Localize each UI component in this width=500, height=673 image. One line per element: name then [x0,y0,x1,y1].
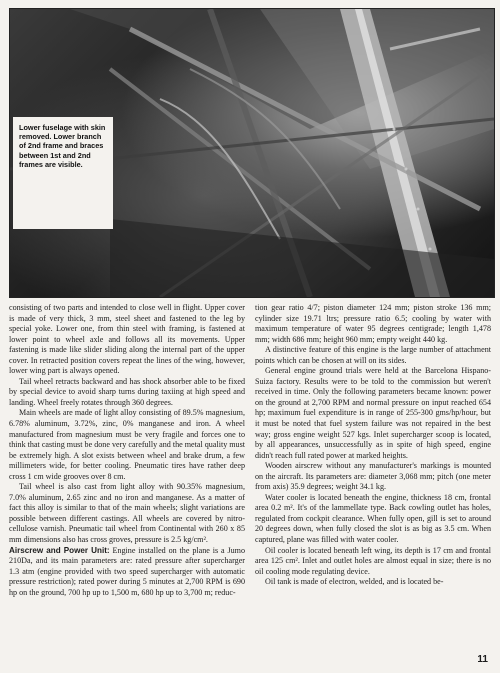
paragraph: Oil tank is made of electron, welded, and is located be- [265,577,444,587]
paragraph: Water cooler is located beneath the engine, thickness 18 cm, frontal area 0.2 m². It's of the lammellate type. Back cowling outlet has holes, regulated from cockpit clearance. When fully open, gill is set to around 20 degrees down, when fully closed the slot is as big as 3.5 cm. When captured, plane was filled with water cooler. [255,492,491,545]
paragraph: Wooden airscrew without any manufacturer's markings is mounted on the aircraft. Its parameters are: diameter 3,068 mm; pitch (one meter from axis) 35.9 degrees; weight 34.1 kg. [255,461,491,492]
paragraph: A distinctive feature of this engine is the large number of attachment points which can be chosen at will on its sides. [255,345,491,365]
fuselage-photo [9,8,495,298]
paragraph: General engine ground trials were held at the Barcelona Hispano-Suiza factory. Results were to be told to the commission but weren't received in time. Only the following parameters became known: power on the ground at 2,700 RPM and normal pressure on input reached 654 hp; maximum fuel expenditure is in range of 255-300 gms/hp/hour, but it must be noted that fuel system failure was not repaired in the best way; gross engine weight 527 kgs. Inlet supercharger scoop is located, by all appearances, unsuccessfully as in spite of high speed, engine didn't reach full rated power at marked heights. [255,366,491,460]
text-column-left [9,303,245,598]
paragraph: consisting of two parts and intended to close well in flight. Upper cover is made of very thick, 3 mm, steel sheet and fastened to the leg by special yoke. Lower one, from thin steel with framing, is fastened at lower point to wheel axle and follows all its movements. Upper fastening is made like slider sliding along the internal part of the upper cover. In retracted position covers repeat the lines of the wing, however, lower wing part is always opened. [9,303,245,376]
photo-caption: Lower fuselage with skin removed. Lower branch of 2nd frame and braces between 1st and 2nd frames are visible. [13,117,113,229]
paragraph: Main wheels are made of light alloy consisting of 89.5% magnesium, 6.78% aluminum, 3.72%, zinc, 0% manganese and iron. A wheel manufactured from magnesium must be very fragile and forces one to think that casting must be done very carefully and the metal quality must be extremely high. A slot exists between wheel and brake drum, a few millimeters wide, for better cooling. Pneumatic tires have rather deep cross 1 cm wide grooves over 8 cm. [9,408,246,481]
text-column-right [255,303,491,588]
paragraph-text: Engine installed on the plane is a Jumo 210Da, and its main parameters are: rated pressure after supercharger 1.3 atm (engine provided with two speed supercharger with automatic pressure restriction); rated power during 5 minutes at 2,700 RPM is 690 hp on the ground, 700 hp up to 1,500 m, 680 hp up to 3,700 m; reduc- [9,545,246,597]
paragraph: Tail wheel is also cast from light alloy with 90.35% magnesium, 7.0% aluminum, 2.65 zinc and no iron and manganese. As a matter of fact this alloy is similar to that of the main wheels; slight variations are possible between different castings. All wheels are covered by nitro-cellulose varnish. Pneumatic tail wheel from Continental with 260 x 85 mm dimensions also has cross groves, pressure is 2.5 kg/cm². [9,482,245,545]
paragraph: Tail wheel retracts backward and has shock absorber able to be fixed by special device to avoid sharp turns during taxiing at high speed and landing. Wheel freely rotates through 360 degrees. [9,376,245,407]
paragraph: Oil cooler is located beneath left wing, its depth is 17 cm and frontal area 125 cm². Inlet and outlet holes are almost equal in size; there is no oil cooling mode regulating device. [255,545,491,576]
paragraph-airscrew [9,546,245,599]
paragraph: tion gear ratio 4/7; piston diameter 124 mm; piston stroke 136 mm; cylinder size 19.71 ltrs; pressure ratio 6.5; cooling by water with maximum temperature of water 95 degrees centigrade; length 1,478 mm; width 686 mm; height 960 mm; empty weight 440 kg. [255,303,491,344]
page-number: 11 [477,654,488,665]
section-heading: Airscrew and Power Unit: [9,545,110,555]
